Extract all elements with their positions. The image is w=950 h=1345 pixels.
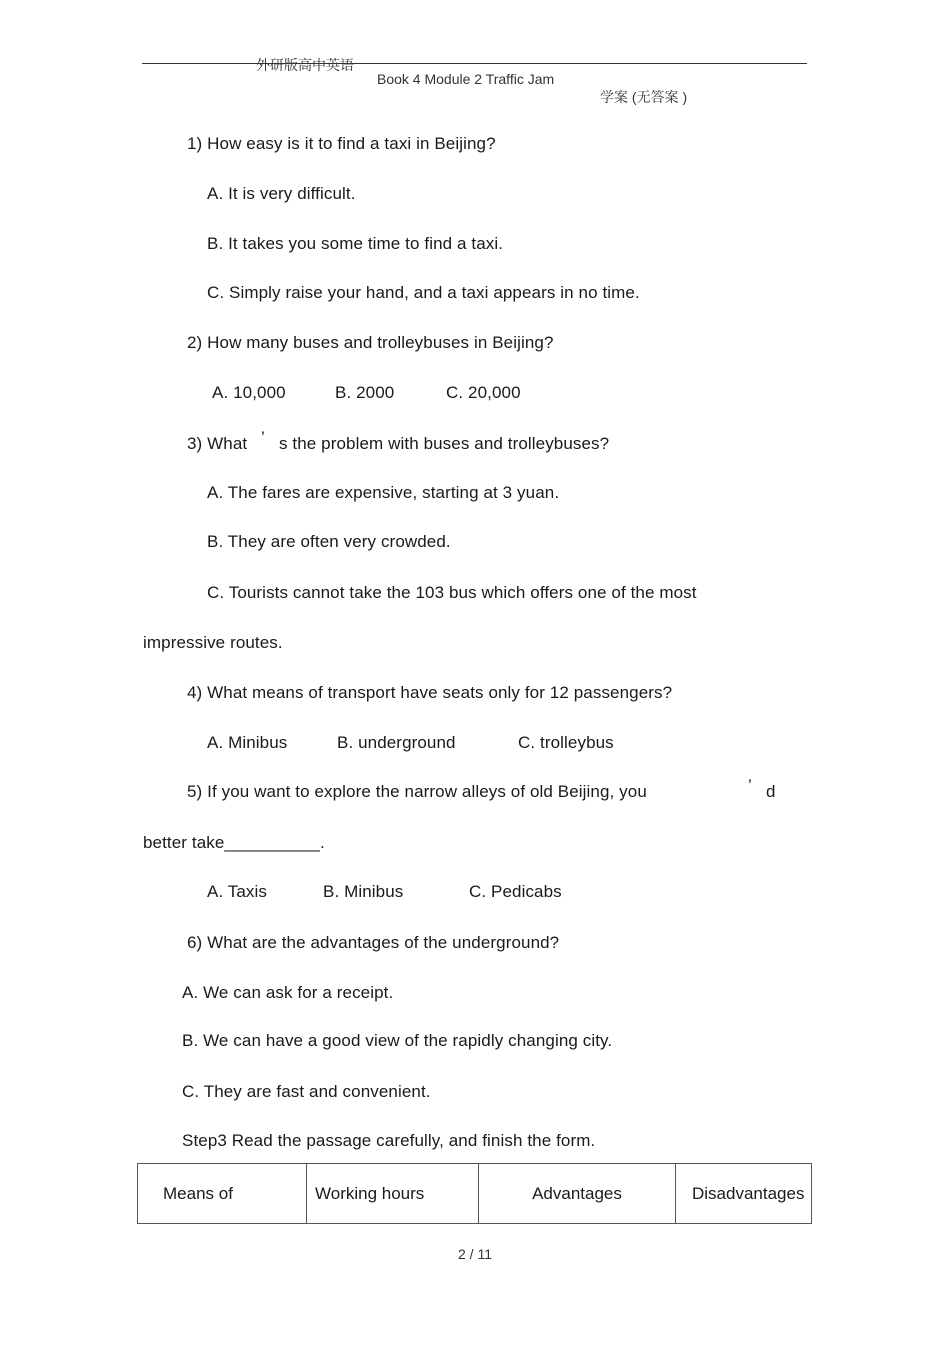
q3-apostrophe: ’ <box>261 428 265 447</box>
page-number: 2 / 11 <box>458 1246 492 1262</box>
q5-apostrophe: ’ <box>748 776 752 795</box>
q4-option-b: B. underground <box>337 733 456 752</box>
q5-stem-line2: better take__________. <box>143 833 325 852</box>
step3-instruction: Step3 Read the passage carefully, and finish the form. <box>182 1131 596 1150</box>
q1-option-c: C. Simply raise your hand, and a taxi appears in no time. <box>207 283 640 302</box>
q3-option-c-line2: impressive routes. <box>143 633 283 652</box>
q1-option-a: A. It is very difficult. <box>207 184 356 203</box>
q6-option-a: A. We can ask for a receipt. <box>182 983 394 1002</box>
q4-option-c: C. trolleybus <box>518 733 614 752</box>
q1-option-b: B. It takes you some time to find a taxi. <box>207 234 504 253</box>
table-header-row <box>138 1164 812 1224</box>
q6-option-b: B. We can have a good view of the rapidly changing city. <box>182 1031 613 1050</box>
q4-stem: 4) What means of transport have seats only for 12 passengers? <box>187 683 673 702</box>
table-header-cell: Disadvantages <box>676 1164 812 1224</box>
q1-stem: 1) How easy is it to find a taxi in Beijing? <box>187 134 496 153</box>
header-title-cn: 外研版高中英语 <box>256 57 354 73</box>
q2-option-a: A. 10,000 <box>212 383 286 402</box>
table-header-cell: Working hours <box>307 1164 479 1224</box>
q2-option-b: B. 2000 <box>335 383 395 402</box>
q2-option-c: C. 20,000 <box>446 383 521 402</box>
q3-option-a: A. The fares are expensive, starting at 3 yuan. <box>207 483 560 502</box>
q5-option-c: C. Pedicabs <box>469 882 562 901</box>
table-header-cell: Advantages <box>479 1164 676 1224</box>
q3-option-b: B. They are often very crowded. <box>207 532 451 551</box>
q3-option-c-line1: C. Tourists cannot take the 103 bus which offers one of the most <box>207 583 697 602</box>
header-subtitle-cn: 学案 (无答案 ) <box>600 89 688 105</box>
q3-stem-part2: s the problem with buses and trolleybuses? <box>279 434 610 453</box>
header-divider <box>142 63 807 64</box>
transport-form-table <box>137 1163 812 1224</box>
q5-stem-part1: 5) If you want to explore the narrow alleys of old Beijing, you <box>187 782 647 801</box>
table-header-cell: Means of <box>138 1164 307 1224</box>
q4-option-a: A. Minibus <box>207 733 288 752</box>
q5-stem-part2: d <box>766 782 776 801</box>
q2-stem: 2) How many buses and trolleybuses in Beijing? <box>187 333 554 352</box>
q5-option-b: B. Minibus <box>323 882 404 901</box>
q3-stem-part1: 3) What <box>187 434 248 453</box>
page-header <box>0 39 950 103</box>
q6-option-c: C. They are fast and convenient. <box>182 1082 431 1101</box>
q5-option-a: A. Taxis <box>207 882 268 901</box>
q6-stem: 6) What are the advantages of the underground? <box>187 933 560 952</box>
header-title-en: Book 4 Module 2 Traffic Jam <box>377 71 555 87</box>
